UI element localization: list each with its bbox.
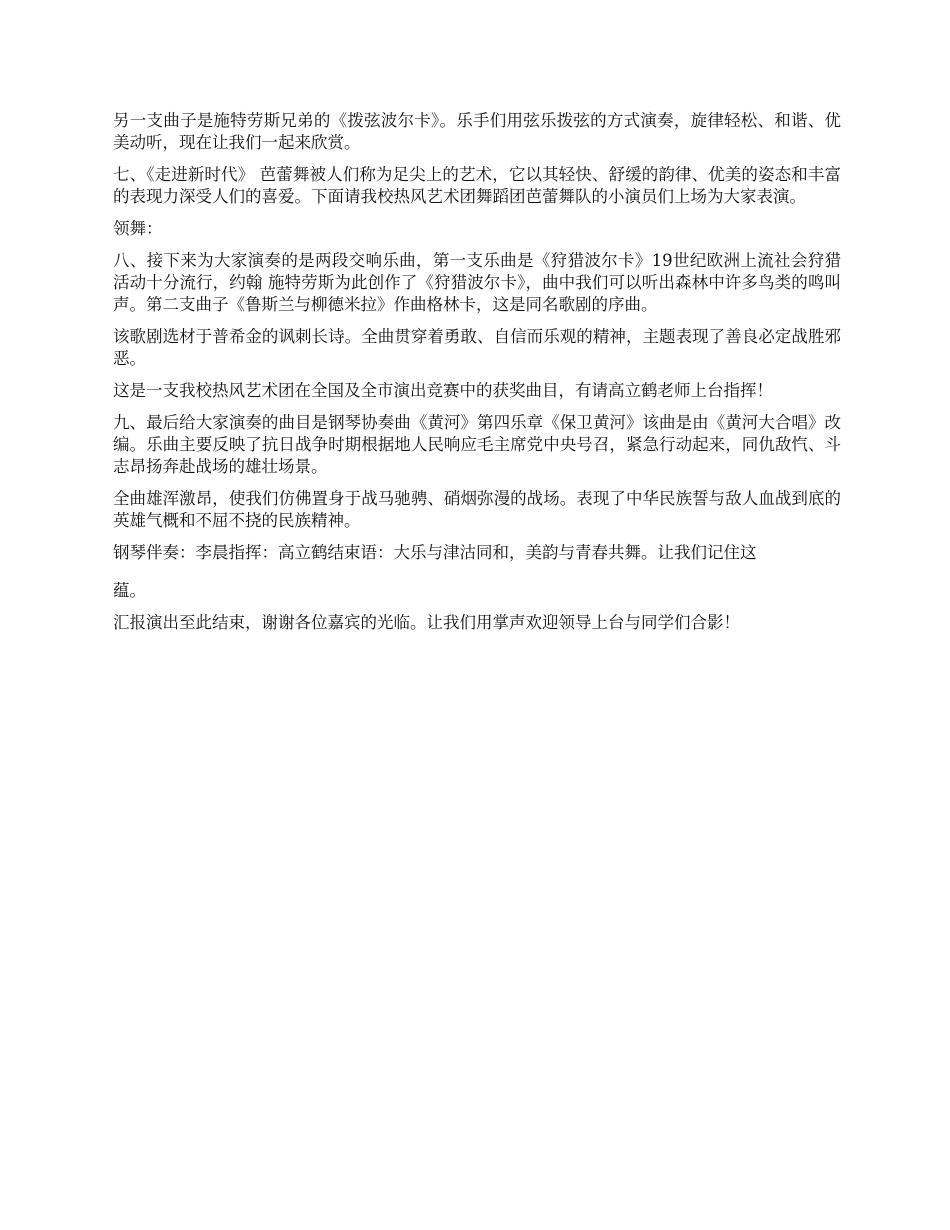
document-body <box>113 110 841 644</box>
paragraph-fragment: 蕴。 <box>113 581 146 600</box>
paragraph-yellow-river: 九、最后给大家演奏的曲目是钢琴协奏曲《黄河》第四乐章《保卫黄河》该曲是由《黄河大合唱》改编。乐曲主要反映了抗日战争时期根据地人民响应毛主席党中央号召，紧急行动起来，同仇敌忾、斗志昂扬奔赴战场的雄壮场景。 <box>113 413 841 476</box>
paragraph-symphony: 八、接下来为大家演奏的是两段交响乐曲，第一支乐曲是《狩猎波尔卡》19世纪欧洲上流社会狩猎活动十分流行，约翰 施特劳斯为此创作了《狩猎波尔卡》，曲中我们可以听出森林中许多鸟类的鸣叫声。第二支曲子《鲁斯兰与柳德米拉》作曲格林卡，这是同名歌剧的序曲。 <box>113 251 841 314</box>
paragraph-bozhi-polka: 另一支曲子是施特劳斯兄弟的《拨弦波尔卡》。乐手们用弦乐拨弦的方式演奏，旋律轻松、和谐、优美动听，现在让我们一起来欣赏。 <box>113 111 841 152</box>
paragraph-lead-dancer: 领舞： <box>113 219 163 238</box>
paragraph-closing: 汇报演出至此结束，谢谢各位嘉宾的光临。让我们用掌声欢迎领导上台与同学们合影！ <box>113 613 740 632</box>
paragraph-ballet: 七、《走进新时代》 芭蕾舞被人们称为足尖上的艺术，它以其轻快、舒缓的韵律、优美的姿态和丰富的表现力深受人们的喜爱。下面请我校热风艺术团舞蹈团芭蕾舞队的小演员们上场为大家表演。 <box>113 165 841 206</box>
paragraph-spirit: 全曲雄浑激昂，使我们仿佛置身于战马驰骋、硝烟弥漫的战场。表现了中华民族誓与敌人血战到底的英雄气概和不屈不挠的民族精神。 <box>113 489 841 530</box>
paragraph-award: 这是一支我校热风艺术团在全国及全市演出竞赛中的获奖曲目，有请高立鹤老师上台指挥！ <box>113 381 773 400</box>
paragraph-opera: 该歌剧选材于普希金的讽刺长诗。全曲贯穿着勇敢、自信而乐观的精神，主题表现了善良必定战胜邪恶。 <box>113 327 841 368</box>
paragraph-performers: 钢琴伴奏：李晨指挥：高立鹤结束语：大乐与津沽同和，美韵与青春共舞。让我们记住这 <box>113 543 757 562</box>
